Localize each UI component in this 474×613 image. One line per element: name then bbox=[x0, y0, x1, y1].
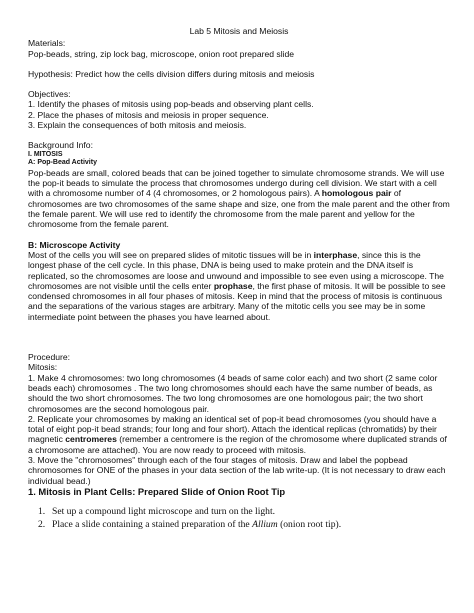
centromeres-term: centromeres bbox=[65, 434, 117, 445]
objective-item: 1. Identify the phases of mitosis using pop-beads and observing plant cells. bbox=[28, 99, 314, 110]
microscope-paragraph: Most of the cells you will see on prepared slides of mitotic tissues will be in interphase, since this is the longest phase of the cell cycle. In this phase, DNA is being used to make protein and the DNA itself is replicated, so the chromosomes are loose and unwound and impossible to see even using a microscope. The chromosomes are not visible until the cells enter prophase, the first phase of mitosis. It will be possible to see condensed chromosomes in all four phases of mitosis. Keep in mind that the process of mitosis is continuous and the separations of the various stages are arbitrary. Many of the mitotic cells you see may be in some intermediate point between the phases you have learned about. bbox=[28, 249, 446, 322]
procedure-step-2: 2. Replicate your chromosomes by making an identical set of pop-it bead chromosomes (you should have a total of eight pop-it bead strands; four long and four short). Attach the identical replicas (chromatids) by their magnetic centromeres (remember a centromere is the region of the chromosome where duplicated strands of a chromosome are attached). You are now ready to proceed with mitosis. bbox=[28, 413, 447, 455]
popbead-paragraph: Pop-beads are small, colored beads that can be joined together to simulate chromosome strands. We will use the pop-it beads to simulate the process that chromosomes undergo during cell division. We start with a cell with a chromosome number of 4 (4 chromosomes, or 2 homologous pairs). A homologous pair of chromosomes are two chromosomes of the same shape and size, one from the male parent and the other from the female parent. We will use red to identify the chromosome from the male parent and yellow for the chromosome from the female parent. bbox=[28, 167, 450, 230]
materials-items: Pop-beads, string, zip lock bag, microscope, onion root prepared slide bbox=[28, 48, 295, 59]
procedure-step-3: 3. Move the "chromosomes" through each of the four stages of mitosis. Draw and label the popbead chromosomes for ONE of the phases in your data section of the lab write-up. (It is not necessary to draw each individual bead.) bbox=[28, 454, 446, 486]
objective-item: 2. Place the phases of mitosis and meiosis in proper sequence. bbox=[28, 109, 269, 120]
procedure-step-1: 1. Make 4 chromosomes: two long chromosomes (4 beads of same color each) and two short (2 same color beads each) chromosomes . The two long chromosomes should each have the same number of beads, as should the two short chromosomes. The two long chromosomes are one homologous pair; the two short chromosomes are the second homologous pair. bbox=[28, 372, 438, 414]
onion-root-heading: 1. Mitosis in Plant Cells: Prepared Slide of Onion Root Tip bbox=[28, 485, 286, 497]
objectives-list bbox=[28, 99, 450, 130]
onion-step: 2. Place a slide containing a stained preparation of the Allium (onion root tip). bbox=[38, 518, 342, 530]
allium-term: Allium bbox=[252, 518, 278, 530]
onion-steps-list bbox=[28, 505, 450, 531]
homologous-pair-term: homologous pair bbox=[321, 188, 392, 199]
microscope-heading: B: Microscope Activity bbox=[28, 239, 121, 250]
onion-step: 1. Set up a compound light microscope and turn on the light. bbox=[38, 505, 276, 517]
objectives-label: Objectives: bbox=[28, 89, 71, 100]
mitosis-label: Mitosis: bbox=[28, 362, 58, 373]
section-popbead-heading: A: Pop-Bead Activity bbox=[28, 159, 97, 167]
background-label: Background Info: bbox=[28, 140, 93, 151]
procedure-label: Procedure: bbox=[28, 352, 71, 363]
hypothesis: Hypothesis: Predict how the cells division differs during mitosis and meiosis bbox=[28, 68, 315, 79]
materials-label: Materials: bbox=[28, 38, 66, 49]
objective-item: 3. Explain the consequences of both mitosis and meiosis. bbox=[28, 120, 247, 131]
interphase-term: interphase bbox=[313, 249, 358, 260]
page-title: Lab 5 Mitosis and Meiosis bbox=[189, 26, 289, 36]
section-mitosis-heading: I. MITOSIS bbox=[28, 150, 63, 158]
prophase-term: prophase bbox=[213, 280, 253, 291]
